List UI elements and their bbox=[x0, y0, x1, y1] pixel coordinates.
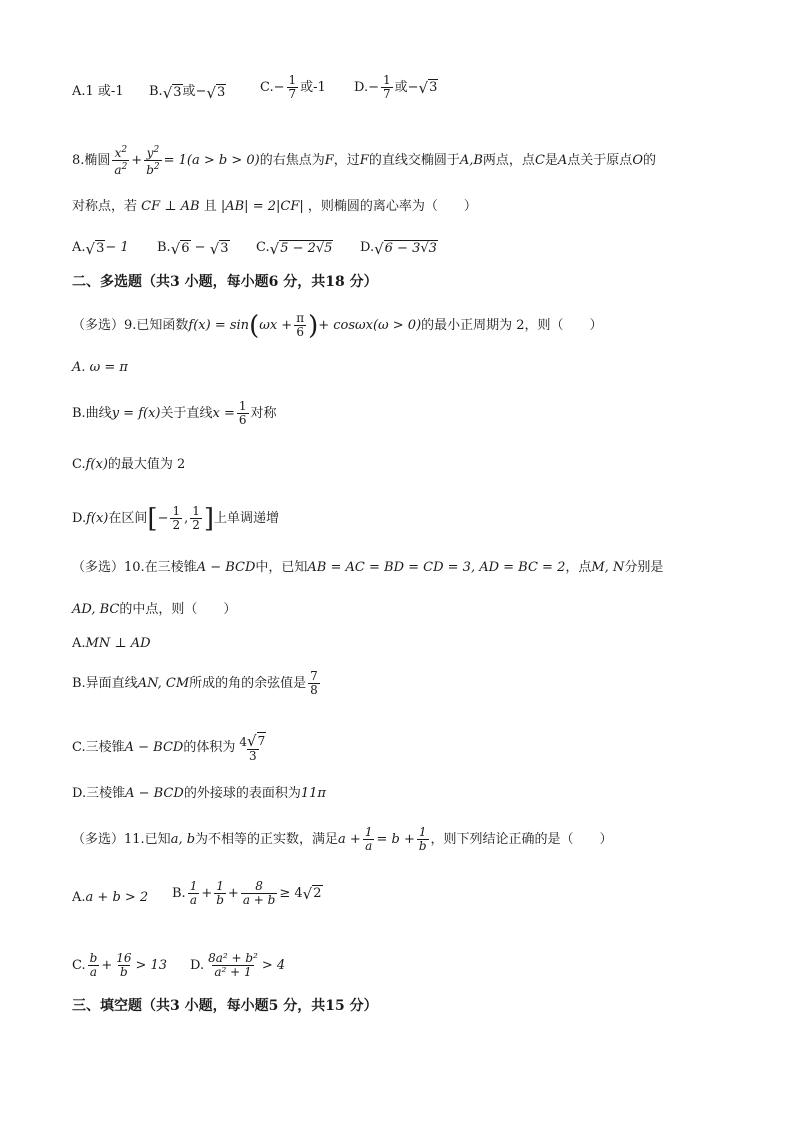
q10-option-c-den: 3 bbox=[248, 749, 257, 763]
q11-option-c-frac2-den: b bbox=[120, 965, 128, 979]
q11-option-d-tail: > 4 bbox=[261, 957, 286, 973]
q10-option-c-num: 4 √ 7 bbox=[239, 732, 266, 750]
q11-stem bbox=[72, 826, 613, 853]
q11-option-b-frac2 bbox=[214, 880, 226, 907]
q11-option-b-sqrt: √ 2 bbox=[302, 885, 322, 903]
q8-O: O bbox=[632, 152, 643, 168]
q7-frac-d-den: 7 bbox=[382, 87, 391, 101]
q8-option-d-rad: 6 − 3√3 bbox=[384, 240, 437, 256]
q8-option-a-tail: − 1 bbox=[105, 240, 129, 255]
q7-option-b-or: 或− bbox=[182, 84, 207, 99]
q8-option-a-sqrt: √ 3 bbox=[85, 239, 105, 258]
q9-option-d-f: f(x) bbox=[86, 510, 109, 526]
q9-bracket-open: [ bbox=[147, 503, 158, 534]
q8-frac-y: $\frac{y^2}{b^2}$ bbox=[146, 145, 160, 177]
q8-option-b-sqrt1: √ 6 bbox=[170, 239, 190, 258]
q8-option-a-rad: 3 bbox=[96, 240, 105, 256]
q11-option-d-frac bbox=[206, 952, 260, 979]
q10-option-a-eq: MN ⊥ AD bbox=[85, 636, 151, 651]
q9-rest: 的最小正周期为 2，则（ ） bbox=[421, 317, 603, 333]
q7-option-c-tail: 或-1 bbox=[300, 79, 326, 95]
q9-option-c-f: f(x) bbox=[85, 457, 108, 472]
q8-option-d-sqrt: √ 6 − 3√3 bbox=[374, 239, 437, 258]
q11-option-c: C. $\frac{b}{a}$ + $\frac{16}{b}$ > 13 bbox=[72, 951, 168, 979]
q10-option-b-num: 7 bbox=[310, 669, 318, 683]
q9-option-a bbox=[72, 358, 128, 378]
q9-option-b-label: B.曲线 bbox=[72, 405, 112, 421]
q8-text7: 的 bbox=[642, 152, 656, 168]
q8-line2b: 且 bbox=[203, 199, 217, 214]
q8-option-c-rad: 5 − 2√5 bbox=[280, 240, 333, 256]
q8-option-a-label: A. bbox=[72, 240, 86, 255]
q9-option-c-post: 的最大值为 2 bbox=[107, 457, 186, 472]
q9-paren-close: ) bbox=[308, 310, 319, 341]
q11-line1c: ，则下列结论正确的是（ ） bbox=[430, 831, 613, 847]
q8-option-c bbox=[256, 238, 333, 258]
q7-option-b-label: B. bbox=[149, 84, 163, 99]
section-heading-multi-choice: 二、多选题（共3 小题，每小题6 分，共18 分） bbox=[72, 274, 378, 290]
q11-option-b-frac2-num: 1 bbox=[216, 879, 224, 893]
q7-option-d bbox=[354, 74, 438, 101]
q10-option-d-tet: A − BCD bbox=[125, 786, 184, 801]
q8-option-a bbox=[72, 238, 129, 258]
q7-sqrt3-rad-d: 3 bbox=[429, 80, 438, 95]
q8-option-d bbox=[360, 238, 438, 258]
q10-option-d bbox=[72, 784, 326, 804]
q8-text3: 的直线交椭圆于 bbox=[368, 152, 460, 168]
q11-option-d-label: D. bbox=[190, 957, 205, 973]
q8-option-b-rad2: 3 bbox=[220, 240, 229, 256]
q8-stem-line2 bbox=[72, 197, 477, 217]
q9-option-d: D. f(x) 在区间 [ − $\frac{1}{2}$ , $\frac{1}{2}$ ] 上单调递增 bbox=[72, 503, 280, 534]
q9-option-c-label: C. bbox=[72, 457, 86, 472]
q8-AB: A,B bbox=[459, 152, 483, 168]
q9-option-a-text: A. ω = π bbox=[72, 360, 128, 375]
q9-fx: f(x) = sin bbox=[188, 317, 250, 333]
q8-stem-line1: 8.椭圆 $\frac{x^2}{a^2}$ + $\frac{y^2}{b^2}$ = 1(a > b > 0) 的右焦点为 F ，过 F 的直线交椭圆于 A,B 两点，点 C 是 A 点关于原点 O 的 bbox=[72, 145, 656, 177]
q10-option-b-frac bbox=[308, 670, 320, 697]
q11-eq2: = b + bbox=[376, 831, 415, 847]
q11-option-d-den: a² + 1 bbox=[214, 965, 252, 979]
q7-option-c bbox=[260, 74, 326, 101]
q10-option-a-label: A. bbox=[72, 636, 86, 651]
q9-option-b-mid: 关于直线 bbox=[160, 405, 213, 421]
q9-option-c bbox=[72, 455, 185, 475]
q9-bracket-close: ] bbox=[203, 503, 215, 534]
q8-abs: |AB| = 2|CF| bbox=[220, 199, 304, 214]
q7-frac-c bbox=[287, 74, 299, 101]
q9-option-b-x: x = bbox=[212, 405, 235, 421]
q10-stem-line1 bbox=[72, 558, 663, 578]
q11-frac-1a bbox=[363, 826, 375, 853]
q10-line2b: 的中点，则（ ） bbox=[119, 602, 237, 617]
q11-option-b-frac1-num: 1 bbox=[189, 879, 198, 893]
q10-option-b-den: 8 bbox=[310, 683, 318, 697]
q11-option-d-num: 8a² + b² bbox=[208, 951, 258, 965]
q11-option-a bbox=[72, 888, 148, 908]
q8-perp: CF ⊥ AB bbox=[141, 199, 200, 214]
q9-frac-pi6 bbox=[294, 312, 306, 339]
q8-line2c: ，则椭圆的离心率为（ ） bbox=[307, 199, 477, 214]
section-heading-fill-in: 三、填空题（共3 小题，每小题5 分，共15 分） bbox=[72, 998, 378, 1014]
q8-option-b: B. √ 6 − √ 3 bbox=[157, 239, 229, 258]
q8-F: F bbox=[324, 152, 334, 168]
q10-option-c-num-coef: 4 bbox=[239, 735, 247, 749]
q8-option-b-rad1: 6 bbox=[181, 240, 190, 256]
q8-number: 8.椭圆 bbox=[72, 152, 111, 168]
q11-option-c-frac2-num: 16 bbox=[116, 951, 132, 965]
q11-option-b-rad: 2 bbox=[313, 886, 322, 901]
q10-line1a: （多选）10.在三棱锥 bbox=[72, 560, 197, 575]
q10-option-d-label: D.三棱锥 bbox=[72, 786, 126, 801]
q9-d-frac1-num: 1 bbox=[172, 504, 181, 518]
q9-option-b-post: 对称 bbox=[250, 405, 277, 421]
q11-frac-1a-num: 1 bbox=[364, 825, 373, 839]
q9-paren-open: ( bbox=[249, 310, 260, 341]
q11-line1b: 为不相等的正实数，满足 bbox=[195, 831, 339, 847]
q7-option-c-label: C.− bbox=[260, 79, 285, 95]
q8-line2a: 对称点，若 bbox=[72, 199, 138, 214]
q7-sqrt3-rad-b: 3 bbox=[217, 84, 226, 100]
q9-frac-den: 6 bbox=[296, 325, 304, 339]
q7-sqrt3-rad: 3 bbox=[173, 84, 182, 100]
q9-option-d-frac1 bbox=[170, 505, 182, 532]
q11-option-c-frac2 bbox=[114, 952, 133, 979]
q11-option-b-frac1 bbox=[188, 880, 200, 907]
q9-stem bbox=[72, 312, 603, 339]
q8-A: A bbox=[557, 152, 568, 168]
q10-option-c-post: 的体积为 bbox=[183, 739, 236, 755]
q11-option-c-frac1 bbox=[88, 952, 100, 979]
q11-option-b-frac3-den: a + b bbox=[242, 893, 276, 907]
q7-sqrt3-b: √ 3 bbox=[206, 83, 226, 102]
q9-option-b-frac bbox=[237, 400, 249, 427]
q10-option-c-rad: 7 bbox=[257, 734, 266, 748]
q10-option-b-eq: AN, CM bbox=[137, 675, 190, 691]
q9-option-b-frac-num: 1 bbox=[238, 399, 247, 413]
q8-option-c-sqrt: √ 5 − 2√5 bbox=[269, 239, 333, 258]
q11-option-b-frac1-den: a bbox=[189, 893, 198, 907]
q8-option-b-label: B. bbox=[157, 240, 171, 255]
q8-frac-x: $\frac{x^2}{a^2}$ bbox=[114, 145, 128, 177]
q10-option-c-tet: A − BCD bbox=[124, 739, 184, 755]
q9-option-b-eq: y = f(x) bbox=[111, 405, 161, 421]
q8-text4: 两点，点 bbox=[482, 152, 535, 168]
q10-option-b bbox=[72, 670, 322, 697]
q11-option-b-frac3-num: 8 bbox=[255, 879, 263, 893]
q11-option-c-frac1-den: a bbox=[89, 965, 98, 979]
q7-option-d-label: D.− bbox=[354, 79, 379, 95]
q11-option-a-eq: a + b > 2 bbox=[85, 890, 149, 905]
q10-tet: A − BCD bbox=[196, 560, 256, 575]
q8-text2: ，过 bbox=[333, 152, 360, 168]
q9-option-b-frac-den: 6 bbox=[238, 413, 247, 427]
q9-d-frac2-den: 2 bbox=[192, 518, 200, 532]
q11-option-a-label: A. bbox=[72, 890, 86, 905]
q7-frac-c-den: 7 bbox=[288, 87, 297, 101]
q11-frac-1a-den: a bbox=[365, 839, 373, 853]
q10-option-c bbox=[72, 732, 270, 763]
q7-sqrt3-a: √ 3 bbox=[162, 83, 182, 102]
q7-option-b bbox=[149, 82, 226, 102]
q10-option-c-label: C.三棱锥 bbox=[72, 739, 125, 755]
q11-option-b: B. $\frac{1}{a}$ + $\frac{1}{b}$ + $\frac{8}{a + b}$ ≥ 4 √ 2 bbox=[172, 879, 322, 907]
q11-line1a: （多选）11.已知 bbox=[72, 831, 171, 847]
q11-option-d bbox=[190, 952, 285, 979]
q11-option-c-label: C. bbox=[72, 957, 86, 973]
q8-option-b-sqrt2: √ 3 bbox=[209, 239, 229, 258]
q9-option-d-mid: 在区间 bbox=[108, 510, 148, 526]
q9-option-d-post: 上单调递增 bbox=[214, 510, 280, 526]
q11-option-c-tail: > 13 bbox=[135, 957, 168, 973]
q10-stem-line2 bbox=[72, 600, 236, 620]
q10-option-b-label: B.异面直线 bbox=[72, 675, 138, 691]
q8-text1: 的右焦点为 bbox=[259, 152, 325, 168]
q7-frac-d-num: 1 bbox=[382, 73, 391, 87]
q10-option-d-val: 11π bbox=[300, 786, 326, 801]
q8-F2: F bbox=[359, 152, 369, 168]
q10-line1d: 分别是 bbox=[624, 560, 664, 575]
q8-text6: 点关于原点 bbox=[567, 152, 633, 168]
q10-option-d-post: 的外接球的表面积为 bbox=[183, 786, 301, 801]
q10-line2a: AD, BC bbox=[72, 602, 120, 617]
q11-option-b-label: B. bbox=[172, 885, 186, 901]
q8-option-d-label: D. bbox=[360, 240, 375, 255]
q7-frac-d bbox=[381, 74, 393, 101]
q11-option-b-frac3 bbox=[241, 880, 278, 907]
q11-frac-1b bbox=[417, 826, 429, 853]
q10-line1b: 中，已知 bbox=[255, 560, 308, 575]
q7-sqrt3-d: √ 3 bbox=[418, 79, 438, 97]
q9-inner: ωx + bbox=[259, 317, 293, 333]
q9-option-d-label: D. bbox=[72, 510, 87, 526]
q8-C: C bbox=[534, 152, 545, 168]
q10-option-c-frac bbox=[237, 732, 268, 763]
q7-frac-c-num: 1 bbox=[288, 73, 297, 87]
q9-option-d-frac2 bbox=[190, 505, 202, 532]
q11-option-b-frac2-den: b bbox=[216, 893, 224, 907]
q10-option-a bbox=[72, 634, 151, 654]
q10-cond: AB = AC = BD = CD = 3, AD = BC = 2 bbox=[307, 560, 566, 575]
q10-option-b-post: 所成的角的余弦值是 bbox=[189, 675, 307, 691]
q11-frac-1b-num: 1 bbox=[418, 825, 427, 839]
q11-frac-1b-den: b bbox=[418, 839, 427, 853]
q9-option-b bbox=[72, 400, 277, 427]
q8-text5: 是 bbox=[544, 152, 558, 168]
q9-frac-num: π bbox=[296, 311, 305, 325]
q8-option-c-label: C. bbox=[256, 240, 270, 255]
q7-option-d-or: 或− bbox=[394, 79, 419, 95]
q9-d-frac2-num: 1 bbox=[192, 504, 200, 518]
q11-eq: a + bbox=[338, 831, 361, 847]
q9-d-frac1-den: 2 bbox=[172, 518, 181, 532]
q9-prefix: （多选）9.已知函数 bbox=[72, 317, 189, 333]
q11-option-c-frac1-num: b bbox=[89, 951, 98, 965]
q9-tail: + cosωx(ω > 0) bbox=[318, 317, 422, 333]
q8-eq-mid: = 1(a > b > 0) bbox=[163, 152, 260, 168]
q11-option-b-tail: ≥ 4 bbox=[279, 885, 303, 901]
q7-option-a: A.1 或-1 bbox=[72, 84, 124, 99]
q10-line1c: ，点 bbox=[565, 560, 592, 575]
q10-MN: M, N bbox=[591, 560, 625, 575]
q11-ab: a, b bbox=[170, 831, 196, 847]
